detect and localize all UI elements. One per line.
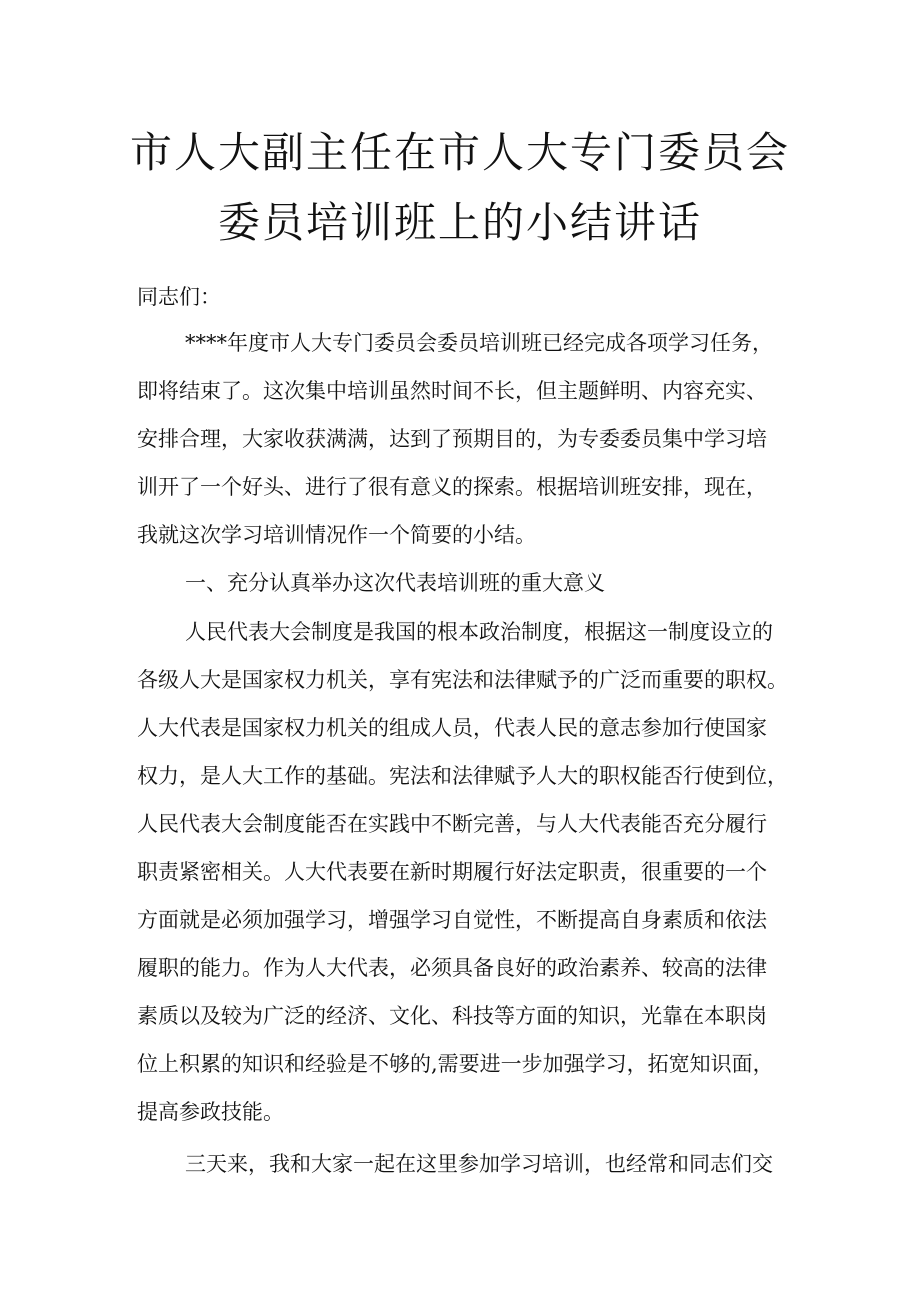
paragraph-2-line-5: 人民代表大会制度能否在实践中不断完善，与人大代表能否充分履行 bbox=[137, 812, 767, 836]
paragraph-1-line-3: 安排合理，大家收获满满，达到了预期目的，为专委委员集中学习培 bbox=[137, 427, 767, 451]
paragraph-3-line-1: 三天来，我和大家一起在这里参加学习培训，也经常和同志们交 bbox=[185, 1152, 773, 1176]
paragraph-2-line-3: 人大代表是国家权力机关的组成人员，代表人民的意志参加行使国家 bbox=[137, 716, 767, 740]
paragraph-2-line-1: 人民代表大会制度是我国的根本政治制度，根据这一制度设立的 bbox=[185, 620, 773, 644]
paragraph-2-line-6: 职责紧密相关。人大代表要在新时期履行好法定职责，很重要的一个 bbox=[137, 860, 767, 884]
section-heading-1: 一、充分认真举办这次代表培训班的重大意义 bbox=[185, 571, 605, 595]
paragraph-1-line-4: 训开了一个好头、进行了很有意义的探索。根据培训班安排，现在， bbox=[137, 475, 767, 499]
paragraph-2-line-11: 提高参政技能。 bbox=[137, 1100, 284, 1124]
document-title-line-1: 市人大副主任在市人大专门委员会 bbox=[129, 128, 790, 177]
paragraph-2-line-4: 权力，是人大工作的基础。宪法和法律赋予人大的职权能否行使到位， bbox=[137, 764, 788, 788]
document-title-line-2: 委员培训班上的小结讲话 bbox=[217, 198, 702, 247]
greeting: 同志们： bbox=[137, 285, 221, 309]
paragraph-2-line-10: 位上积累的知识和经验是不够的,需要进一步加强学习，拓宽知识面， bbox=[137, 1052, 774, 1076]
paragraph-1-line-1: ****年度市人大专门委员会委员培训班已经完成各项学习任务， bbox=[185, 331, 773, 355]
paragraph-1-line-2: 即将结束了。这次集中培训虽然时间不长，但主题鲜明、内容充实、 bbox=[137, 379, 767, 403]
paragraph-2-line-7: 方面就是必须加强学习，增强学习自觉性，不断提高自身素质和依法 bbox=[137, 908, 767, 932]
paragraph-2-line-9: 素质以及较为广泛的经济、文化、科技等方面的知识，光靠在本职岗 bbox=[137, 1004, 767, 1028]
paragraph-2-line-8: 履职的能力。作为人大代表，必须具备良好的政治素养、较高的法律 bbox=[137, 956, 767, 980]
paragraph-1-line-5: 我就这次学习培训情况作一个简要的小结。 bbox=[137, 523, 536, 547]
paragraph-2-line-2: 各级人大是国家权力机关，享有宪法和法律赋予的广泛而重要的职权。 bbox=[137, 668, 788, 692]
